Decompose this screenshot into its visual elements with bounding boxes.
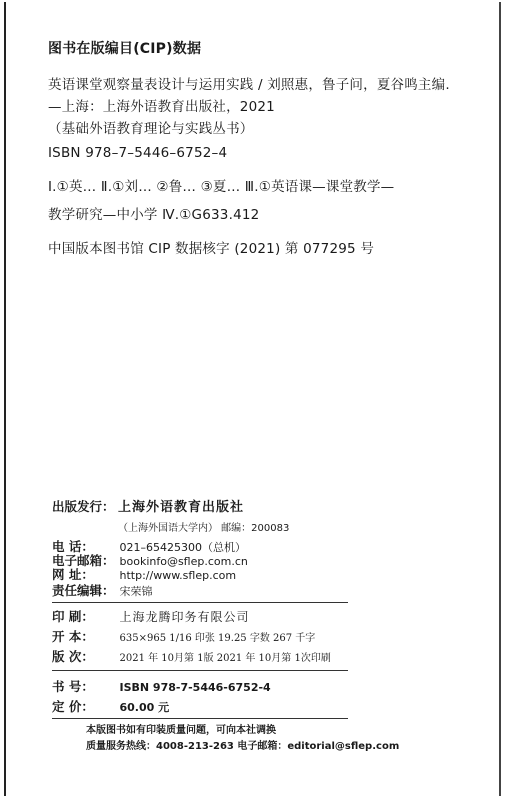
address-note: （上海外国语大学内） 邮编：200083 (118, 523, 290, 534)
cip-title: 图书在版编目(CIP)数据 (48, 41, 202, 57)
web-label: 网 址： (52, 567, 94, 582)
edition-label: 版 次： (52, 649, 94, 664)
editor-label: 责任编辑： (52, 583, 115, 598)
email-value: bookinfo@sflep.com.cn (119, 555, 248, 568)
editor-row (52, 584, 153, 599)
phone-label: 电 话： (52, 539, 94, 554)
phone-value: 021–65425300（总机） (119, 541, 246, 554)
printer-value: 上海龙腾印务有限公司 (119, 610, 250, 624)
web-value: http://www.sflep.com (119, 569, 237, 582)
cip-classification-line-2: 教学研究—中小学 Ⅳ.①G633.412 (48, 207, 260, 223)
price-row (52, 700, 169, 715)
edition-row (52, 650, 331, 666)
cip-data-number-line: 中国版本图书馆 CIP 数据核字 (2021) 第 077295 号 (48, 241, 375, 257)
publisher-label: 出版发行： (52, 499, 115, 514)
publisher-value: 上海外语教育出版社 (118, 500, 245, 515)
format-label: 开 本： (52, 629, 94, 644)
service-hotline: 质量服务热线：4008-213-263 电子邮箱：editorial@sflep.com (86, 741, 400, 752)
divider-1 (52, 602, 348, 603)
printer-label: 印 刷： (52, 609, 94, 624)
cip-series-line: （基础外语教育理论与实践丛书） (48, 121, 254, 137)
format-row (52, 630, 315, 646)
price-label: 定 价： (52, 699, 94, 714)
cip-isbn-line: ISBN 978–7–5446–6752–4 (48, 145, 228, 161)
isbn-label: 书 号： (52, 679, 94, 694)
isbn-row (52, 680, 271, 695)
editor-value: 宋荣锦 (119, 585, 153, 598)
printer-row (52, 610, 250, 625)
divider-3 (52, 718, 348, 719)
web-row (52, 568, 236, 583)
cip-publisher-line: —上海：上海外语教育出版社，2021 (48, 99, 275, 115)
email-label: 电子邮箱： (52, 553, 115, 568)
divider-2 (52, 670, 348, 671)
cip-classification-line-1: Ⅰ.①英… Ⅱ.①刘… ②鲁… ③夏… Ⅲ.①英语课—课堂教学— (48, 179, 395, 195)
price-value: 60.00 元 (119, 701, 170, 714)
isbn-value: ISBN 978-7-5446-6752-4 (119, 681, 271, 694)
quality-note: 本版图书如有印装质量问题，可向本社调换 (86, 725, 276, 736)
format-value: 635×965 1/16 印张 19.25 字数 267 千字 (119, 633, 316, 644)
cip-book-title-line: 英语课堂观察量表设计与运用实践 / 刘照惠，鲁子问，夏谷鸣主编. (48, 77, 450, 93)
edition-value: 2021 年 10月第 1版 2021 年 10月第 1次印刷 (119, 653, 331, 664)
publisher-row (52, 500, 244, 515)
